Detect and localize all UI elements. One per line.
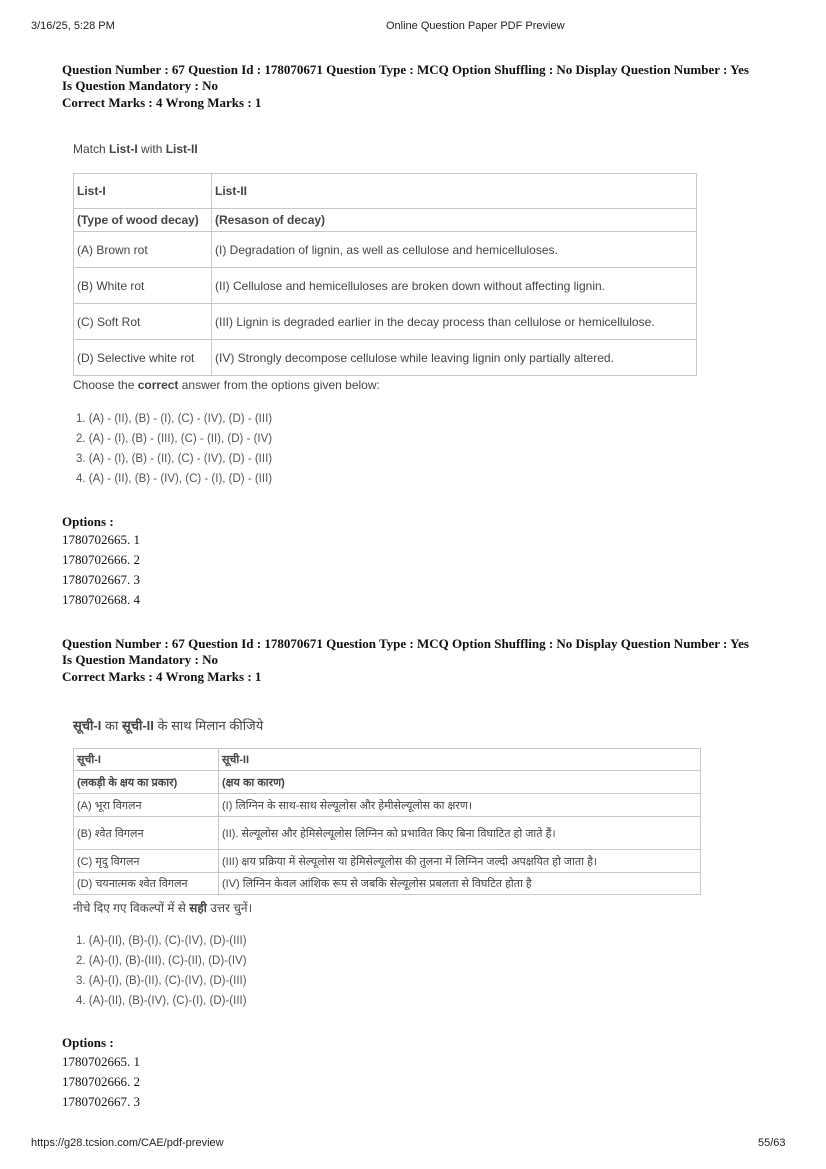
table-cell: (D) Selective white rot: [74, 340, 212, 376]
q1-meta-line-3: Correct Marks : 4 Wrong Marks : 1: [62, 95, 262, 110]
answer-choice: 2. (A) - (I), (B) - (III), (C) - (II), (D) - (IV): [76, 433, 273, 445]
q2-answer-choices: [76, 931, 247, 1011]
table-cell: (B) White rot: [74, 268, 212, 304]
table-header-cell: सूची-II: [219, 749, 701, 771]
q2-meta-line-2: Is Question Mandatory : No: [62, 652, 219, 667]
table-row: [74, 771, 701, 794]
table-header-cell: List-I: [74, 174, 212, 209]
q2-match-table: [73, 748, 701, 895]
table-row: [74, 850, 701, 873]
q1-choose-instruction: Choose the correct answer from the options given below:: [73, 378, 380, 392]
table-cell: (B) श्वेत विगलन: [74, 817, 219, 850]
table-subheader-cell: (Type of wood decay): [74, 209, 212, 232]
table-row: [74, 174, 697, 209]
answer-choice: 2. (A)-(I), (B)-(III), (C)-(II), (D)-(IV): [76, 955, 247, 967]
table-cell: (IV) Strongly decompose cellulose while leaving lignin only partially altered.: [212, 340, 697, 376]
table-cell: (I) लिग्निन के साथ-साथ सेल्यूलोस और हेमीसेल्यूलोस का क्षरण।: [219, 794, 701, 817]
page-number: 55/63: [758, 1137, 786, 1149]
q1-options-list: [62, 530, 140, 610]
table-cell: (II) Cellulose and hemicelluloses are broken down without affecting lignin.: [212, 268, 697, 304]
table-row: [74, 749, 701, 771]
q1-meta-line-2: Is Question Mandatory : No: [62, 78, 219, 93]
table-cell: (II). सेल्यूलोस और हेमिसेल्यूलोस लिग्निन को प्रभावित किए बिना विघाटित हो जाते हैं।: [219, 817, 701, 850]
q2-meta-line-1: Question Number : 67 Question Id : 178070671 Question Type : MCQ Option Shuffling : No Display Question Number : Yes: [62, 636, 749, 651]
table-cell: (III) Lignin is degraded earlier in the decay process than cellulose or hemicellulose.: [212, 304, 697, 340]
table-cell: (A) Brown rot: [74, 232, 212, 268]
table-subheader-cell: (Resason of decay): [212, 209, 697, 232]
table-cell: (C) मृदु विगलन: [74, 850, 219, 873]
option-id: 1780702665. 1: [62, 1054, 140, 1069]
answer-choice: 1. (A) - (II), (B) - (I), (C) - (IV), (D) - (III): [76, 413, 273, 425]
q2-choose-instruction: नीचे दिए गए विकल्पों में से सही उत्तर चुनें।: [73, 901, 253, 915]
table-row: [74, 304, 697, 340]
q1-question-text: Match List-I with List-II: [73, 142, 198, 156]
table-header-cell: सूची-I: [74, 749, 219, 771]
q1-answer-choices: [76, 409, 272, 489]
q2-options-label: Options :: [62, 1035, 114, 1050]
answer-choice: 4. (A)-(II), (B)-(IV), (C)-(I), (D)-(III): [76, 995, 247, 1007]
table-row: [74, 817, 701, 850]
print-title: Online Question Paper PDF Preview: [386, 20, 565, 32]
q2-question-text: सूची-I का सूची-II के साथ मिलान कीजिये: [73, 718, 264, 733]
option-id: 1780702666. 2: [62, 1074, 140, 1089]
option-id: 1780702667. 3: [62, 572, 140, 587]
answer-choice: 3. (A) - (I), (B) - (II), (C) - (IV), (D) - (III): [76, 453, 273, 465]
option-id: 1780702667. 3: [62, 1094, 140, 1109]
print-url: https://g28.tcsion.com/CAE/pdf-preview: [31, 1137, 224, 1149]
table-row: [74, 873, 701, 895]
answer-choice: 1. (A)-(II), (B)-(I), (C)-(IV), (D)-(III): [76, 935, 247, 947]
q1-match-table: [73, 173, 697, 376]
q2-meta-line-3: Correct Marks : 4 Wrong Marks : 1: [62, 669, 262, 684]
print-datetime: 3/16/25, 5:28 PM: [31, 20, 115, 32]
table-header-cell: List-II: [212, 174, 697, 209]
table-cell: (A) भूरा विगलन: [74, 794, 219, 817]
table-row: [74, 232, 697, 268]
option-id: 1780702668. 4: [62, 592, 140, 607]
table-cell: (III) क्षय प्रक्रिया में सेल्यूलोस या हेमिसेल्यूलोस की तुलना में लिग्निन जल्दी अपक्षयित हो जाता है।: [219, 850, 701, 873]
table-cell: (C) Soft Rot: [74, 304, 212, 340]
q1-options-label: Options :: [62, 514, 114, 529]
table-cell: (D) चयनात्मक श्वेत विगलन: [74, 873, 219, 895]
table-row: [74, 340, 697, 376]
table-cell: (IV) लिग्निन केवल आंशिक रूप से जबकि सेल्यूलोस प्रबलता से विघटित होता है: [219, 873, 701, 895]
table-cell: (I) Degradation of lignin, as well as cellulose and hemicelluloses.: [212, 232, 697, 268]
table-row: [74, 794, 701, 817]
table-subheader-cell: (लकड़ी के क्षय का प्रकार): [74, 771, 219, 794]
q2-options-list: [62, 1052, 140, 1112]
option-id: 1780702665. 1: [62, 532, 140, 547]
q1-meta-line-1: Question Number : 67 Question Id : 178070671 Question Type : MCQ Option Shuffling : No Display Question Number : Yes: [62, 62, 749, 77]
answer-choice: 3. (A)-(I), (B)-(II), (C)-(IV), (D)-(III): [76, 975, 247, 987]
table-row: [74, 268, 697, 304]
option-id: 1780702666. 2: [62, 552, 140, 567]
table-row: [74, 209, 697, 232]
table-subheader-cell: (क्षय का कारण): [219, 771, 701, 794]
answer-choice: 4. (A) - (II), (B) - (IV), (C) - (I), (D) - (III): [76, 473, 273, 485]
